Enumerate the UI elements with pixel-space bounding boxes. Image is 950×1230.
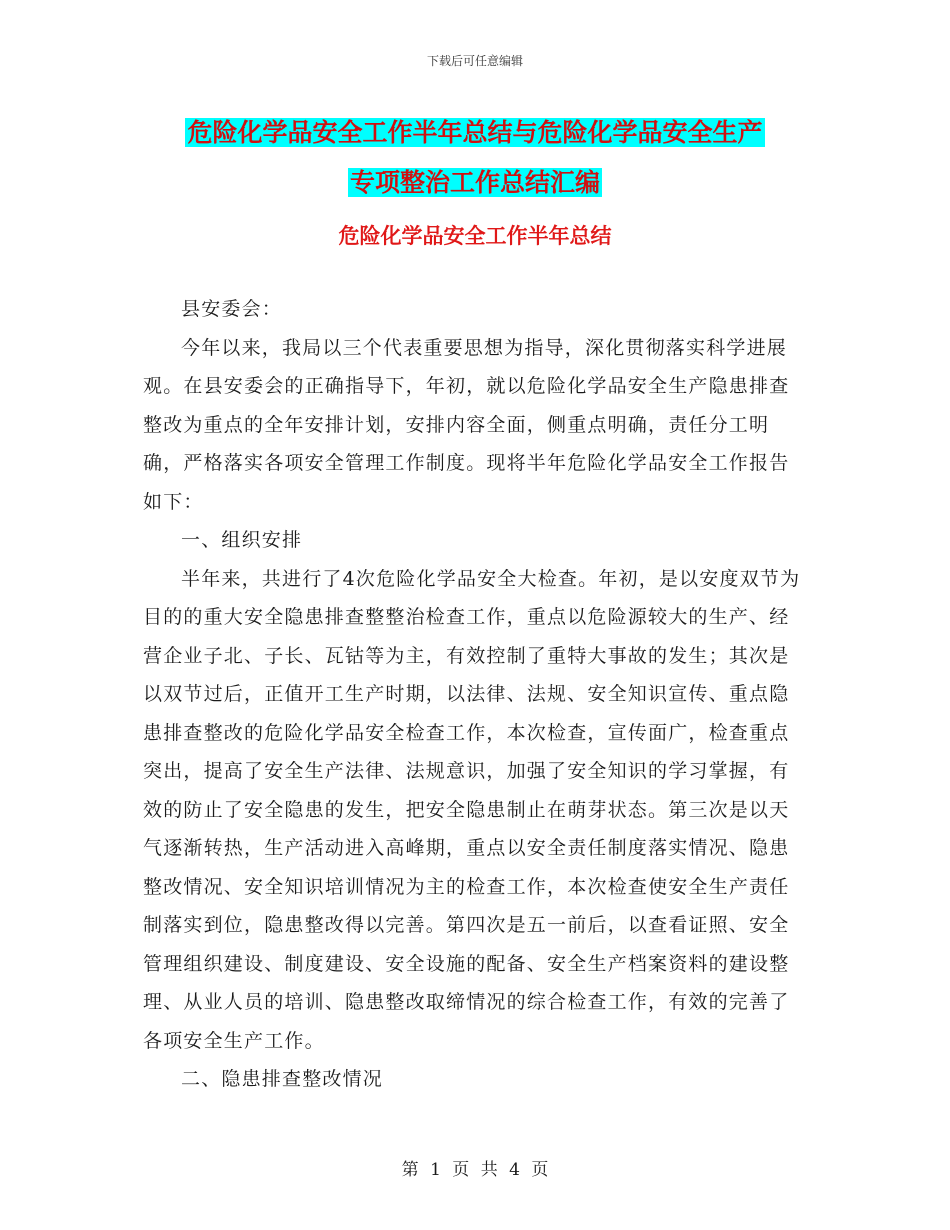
body-text: [143, 290, 808, 1099]
section-title: 危险化学品安全工作半年总结: [338, 223, 612, 248]
paragraph-intro: 今年以来，我局以三个代表重要思想为指导，深化贯彻落实科学进展观。在县安委会的正确指导下，年初，就以危险化学品安全生产隐患排查整改为重点的全年安排计划，安排内容全面，侧重点明确，责任分工明确，严格落实各项安全管理工作制度。现将半年危险化学品安全工作报告如下：: [143, 336, 790, 513]
salutation: 县安委会：: [181, 298, 283, 320]
heading-hazard-check: 二、隐患排查整改情况: [181, 1068, 384, 1090]
document-title: [0, 108, 950, 208]
heading-organization: 一、组织安排: [181, 529, 303, 551]
title-line-1: 危险化学品安全工作半年总结与危险化学品安全生产: [187, 118, 763, 147]
paragraph-inspections: 半年来，共进行了4次危险化学品安全大检查。年初，是以安度双节为目的的重大安全隐患排查整整治检查工作，重点以危险源较大的生产、经营企业子北、子长、瓦钴等为主，有效控制了重特大事故的发生；其次是以双节过后，正值开工生产时期，以法律、法规、安全知识宣传、重点隐患排查整改的危险化学品安全检查工作，本次检查，宣传面广，检查重点突出，提高了安全生产法律、法规意识，加强了安全知识的学习掌握，有效的防止了安全隐患的发生，把安全隐患制止在萌芽状态。第三次是以天气逐渐转热，生产活动进入高峰期，重点以安全责任制度落实情况、隐患整改情况、安全知识培训情况为主的检查工作，本次检查使安全生产责任制落实到位，隐患整改得以完善。第四次是五一前后，以查看证照、安全管理组织建设、制度建设、安全设施的配备、安全生产档案资料的建设整理、从业人员的培训、隐患整改取缔情况的综合检查工作，有效的完善了各项安全生产工作。: [143, 567, 801, 1052]
page-header: 下载后可任意编辑: [426, 54, 523, 68]
title-line-2: 专项整治工作总结汇编: [349, 168, 600, 197]
page-footer: 第 1 页 共 4 页: [401, 1160, 549, 1180]
